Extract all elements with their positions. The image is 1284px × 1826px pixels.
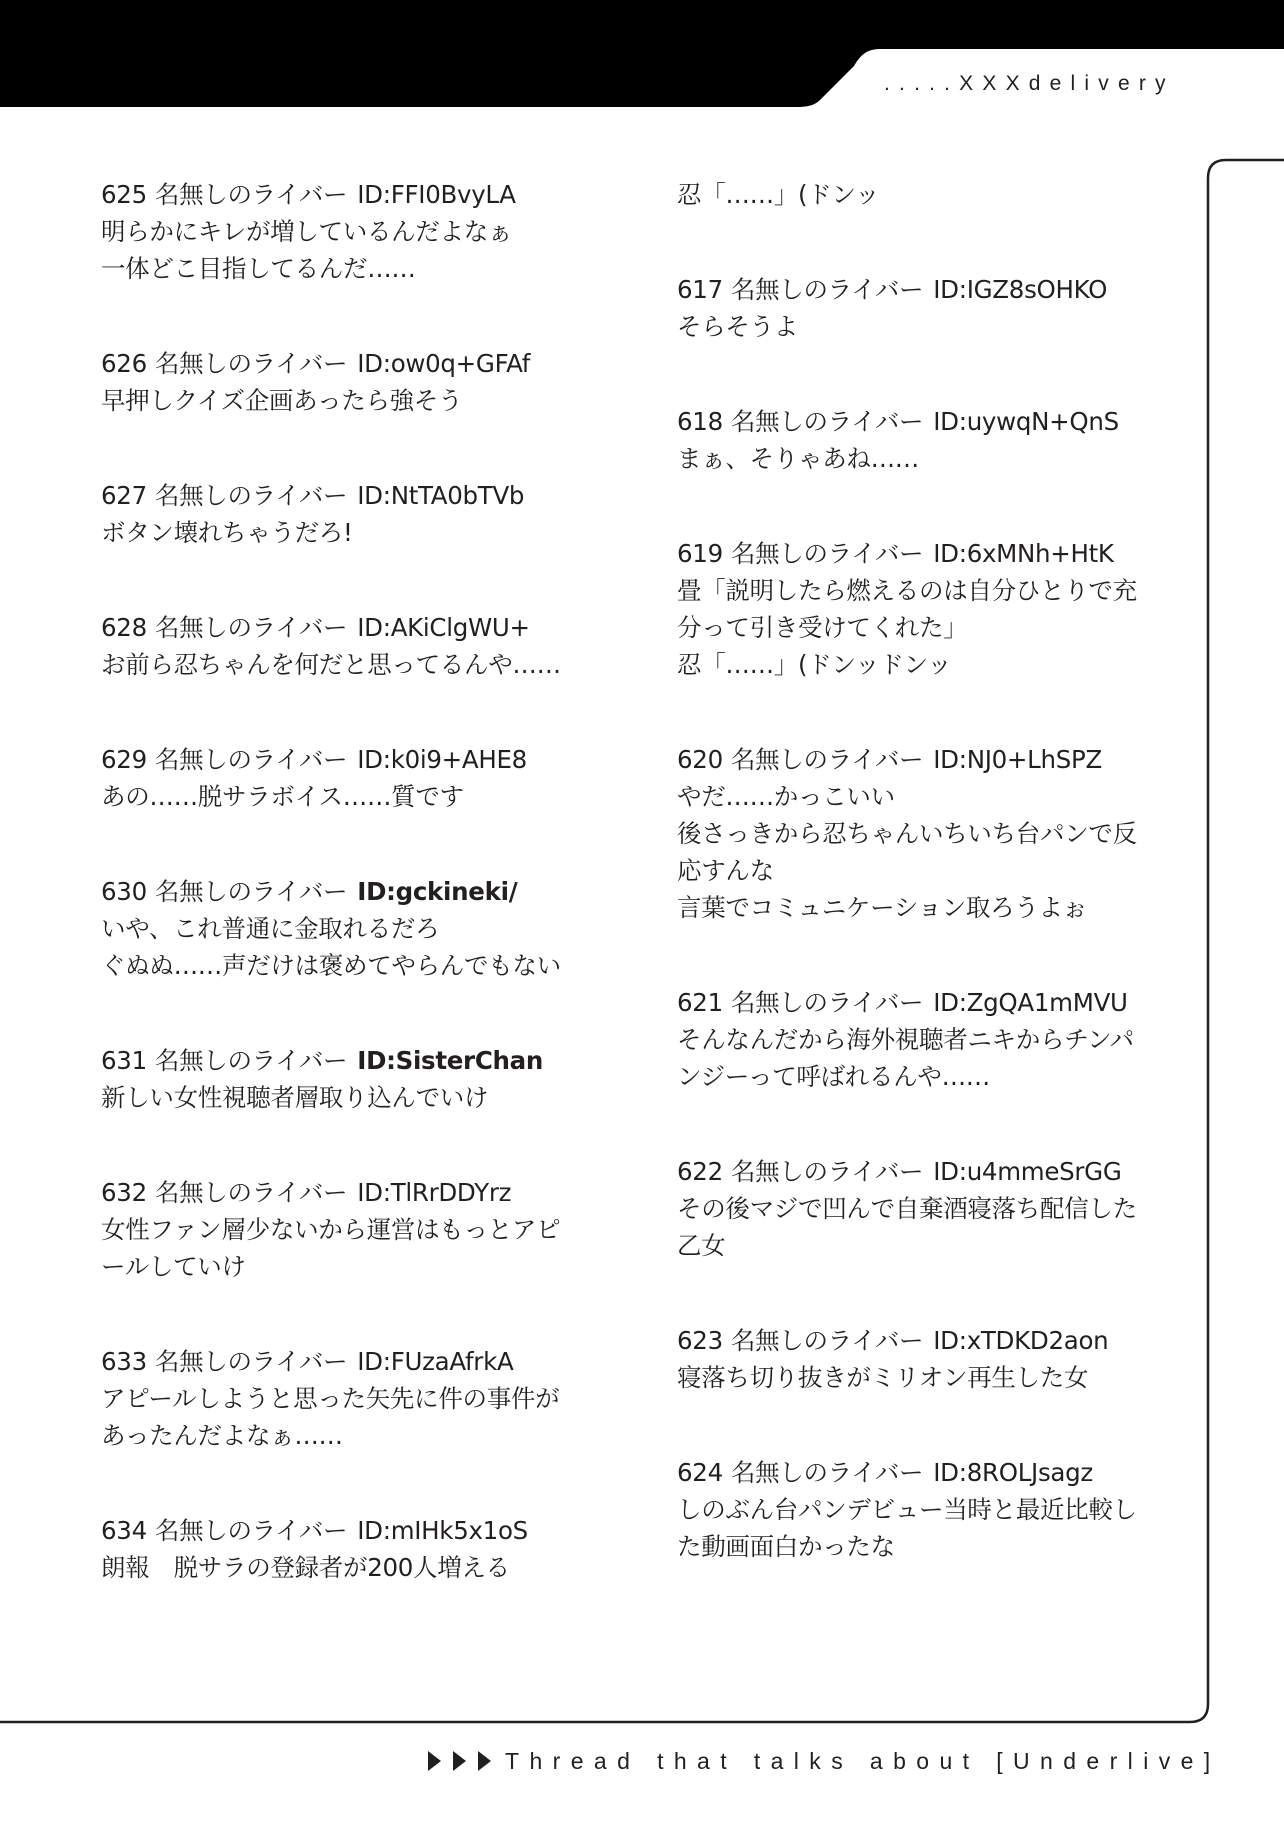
post-number: 631 [101, 1046, 147, 1075]
post-body-line: その後マジで凹んで自棄酒寝落ち配信した [677, 1194, 1137, 1223]
post-body-line: 忍「……」(ドンッ [677, 180, 880, 209]
right-column [677, 176, 1177, 1623]
post-number: 624 [677, 1458, 723, 1487]
poster-name: 名無しのライバー [730, 1326, 924, 1355]
poster-id: ID:u4mmeSrGG [933, 1157, 1122, 1186]
post-header [677, 403, 1177, 440]
post-header [677, 1454, 1177, 1491]
thread-post [101, 1343, 601, 1454]
post-body-line: 朗報 脱サラの登録者が200人増える [101, 1553, 510, 1582]
poster-name: 名無しのライバー [154, 1178, 348, 1207]
running-footer [428, 1746, 1221, 1776]
poster-id: ID:SisterChan [357, 1046, 544, 1075]
post-body-line: ボタン壊れちゃうだろ! [101, 518, 353, 547]
post-number: 623 [677, 1326, 723, 1355]
post-number: 629 [101, 745, 147, 774]
post-body-line: ぐぬぬ……声だけは褒めてやらんでもない [101, 951, 561, 980]
thread-post [101, 741, 601, 815]
poster-id: ID:NtTA0bTVb [357, 481, 525, 510]
poster-name: 名無しのライバー [154, 1516, 348, 1545]
thread-post [101, 1042, 601, 1116]
left-column [101, 176, 601, 1644]
post-header [101, 1174, 601, 1211]
post-header [101, 609, 601, 646]
thread-post [677, 741, 1177, 926]
post-body-line: 忍「……」(ドンッドンッ [677, 650, 952, 679]
poster-name: 名無しのライバー [154, 180, 348, 209]
post-number: 632 [101, 1178, 147, 1207]
poster-id: ID:TlRrDDYrz [357, 1178, 512, 1207]
post-body-line: そんなんだから海外視聴者ニキからチンパ [677, 1025, 1134, 1054]
post-body-line: 明らかにキレが増しているんだよなぁ [101, 217, 513, 246]
poster-id: ID:IGZ8sOHKO [933, 275, 1108, 304]
play-triangle-icon [428, 1751, 441, 1771]
poster-id: ID:FFI0BvyLA [357, 180, 516, 209]
post-number: 633 [101, 1347, 147, 1376]
poster-name: 名無しのライバー [730, 539, 924, 568]
post-header [101, 477, 601, 514]
post-number: 634 [101, 1516, 147, 1545]
post-header [101, 1343, 601, 1380]
post-header [101, 345, 601, 382]
poster-name: 名無しのライバー [154, 613, 348, 642]
poster-name: 名無しのライバー [154, 745, 348, 774]
post-body-line: た動画面白かったな [677, 1532, 895, 1561]
poster-id: ID:AKiClgWU+ [357, 613, 530, 642]
running-header-title: .....XXXdelivery [884, 72, 1175, 95]
post-header [101, 176, 601, 213]
post-body-line: 乙女 [677, 1231, 726, 1260]
post-header [101, 873, 601, 910]
poster-name: 名無しのライバー [730, 745, 924, 774]
post-number: 627 [101, 481, 147, 510]
post-body-line: あったんだよなぁ…… [101, 1421, 343, 1450]
post-number: 617 [677, 275, 723, 304]
poster-name: 名無しのライバー [154, 481, 348, 510]
poster-id: ID:NJ0+LhSPZ [933, 745, 1102, 774]
post-body-line: まぁ、そりゃあね…… [677, 444, 919, 473]
post-body-line: 寝落ち切り抜きがミリオン再生した女 [677, 1363, 1089, 1392]
post-body-line: 畳「説明したら燃えるのは自分ひとりで充 [677, 576, 1137, 605]
poster-id: ID:uywqN+QnS [933, 407, 1119, 436]
footer-title: Thread that talks about [Underlive] [505, 1747, 1221, 1774]
post-header [677, 535, 1177, 572]
continued-post [677, 176, 1177, 213]
post-body-line: しのぶん台パンデビュー当時と最近比較し [677, 1495, 1137, 1524]
post-header [101, 1512, 601, 1549]
post-number: 625 [101, 180, 147, 209]
thread-post [101, 1174, 601, 1285]
poster-id: ID:ZgQA1mMVU [933, 988, 1128, 1017]
post-number: 621 [677, 988, 723, 1017]
post-body-line: 早押しクイズ企画あったら強そう [101, 386, 463, 415]
post-header [677, 741, 1177, 778]
post-number: 628 [101, 613, 147, 642]
thread-post [101, 345, 601, 419]
post-body-line: アピールしようと思った矢先に件の事件が [101, 1384, 560, 1413]
poster-id: ID:FUzaAfrkA [357, 1347, 514, 1376]
post-number: 630 [101, 877, 147, 906]
post-header [677, 271, 1177, 308]
post-body-line: 分って引き受けてくれた」 [677, 613, 968, 642]
post-number: 626 [101, 349, 147, 378]
post-body-line: 言葉でコミュニケーション取ろうよぉ [677, 893, 1087, 922]
post-body-line: 後さっきから忍ちゃんいちいち台パンで反 [677, 819, 1137, 848]
post-body-line: ンジーって呼ばれるんや…… [677, 1062, 991, 1091]
post-body-line: あの……脱サラボイス……質です [101, 782, 464, 811]
post-body-line: いや、これ普通に金取れるだろ [101, 914, 440, 943]
thread-post [101, 176, 601, 287]
post-body-line: 新しい女性視聴者層取り込んでいけ [101, 1083, 489, 1112]
triple-arrow-icon [428, 1751, 491, 1771]
poster-name: 名無しのライバー [730, 407, 924, 436]
poster-name: 名無しのライバー [730, 1458, 924, 1487]
poster-name: 名無しのライバー [730, 988, 924, 1017]
post-header [101, 741, 601, 778]
thread-post [101, 1512, 601, 1586]
poster-id: ID:xTDKD2aon [933, 1326, 1109, 1355]
post-body-line: 応すんな [677, 856, 774, 885]
thread-post [101, 477, 601, 551]
post-body-line: ールしていけ [101, 1252, 246, 1281]
play-triangle-icon [453, 1751, 466, 1771]
poster-id: ID:8ROLJsagz [933, 1458, 1093, 1487]
poster-name: 名無しのライバー [154, 349, 348, 378]
poster-name: 名無しのライバー [154, 1347, 348, 1376]
play-triangle-icon [478, 1751, 491, 1771]
post-body-line: 女性ファン層少ないから運営はもっとアピ [101, 1215, 561, 1244]
post-body-line: お前ら忍ちゃんを何だと思ってるんや…… [101, 650, 561, 679]
post-number: 619 [677, 539, 723, 568]
thread-post [101, 873, 601, 984]
post-number: 622 [677, 1157, 723, 1186]
poster-id: ID:k0i9+AHE8 [357, 745, 527, 774]
post-number: 618 [677, 407, 723, 436]
post-number: 620 [677, 745, 723, 774]
thread-post [677, 1322, 1177, 1396]
thread-post [677, 1153, 1177, 1264]
poster-name: 名無しのライバー [154, 1046, 348, 1075]
thread-post [677, 984, 1177, 1095]
thread-post [677, 535, 1177, 683]
thread-post [101, 609, 601, 683]
post-header [677, 984, 1177, 1021]
post-body-line: 一体どこ目指してるんだ…… [101, 254, 416, 283]
poster-id: ID:mIHk5x1oS [357, 1516, 528, 1545]
post-header [677, 1153, 1177, 1190]
thread-post [677, 271, 1177, 345]
poster-id: ID:6xMNh+HtK [933, 539, 1114, 568]
post-header [101, 1042, 601, 1079]
post-body-line: やだ……かっこいい [677, 782, 895, 811]
post-header [677, 1322, 1177, 1359]
poster-id: ID:ow0q+GFAf [357, 349, 531, 378]
post-body-line: そらそうよ [677, 312, 798, 341]
poster-name: 名無しのライバー [730, 1157, 924, 1186]
poster-name: 名無しのライバー [154, 877, 348, 906]
poster-name: 名無しのライバー [730, 275, 924, 304]
poster-id: ID:gckineki/ [357, 877, 518, 906]
thread-post [677, 1454, 1177, 1565]
thread-post [677, 403, 1177, 477]
